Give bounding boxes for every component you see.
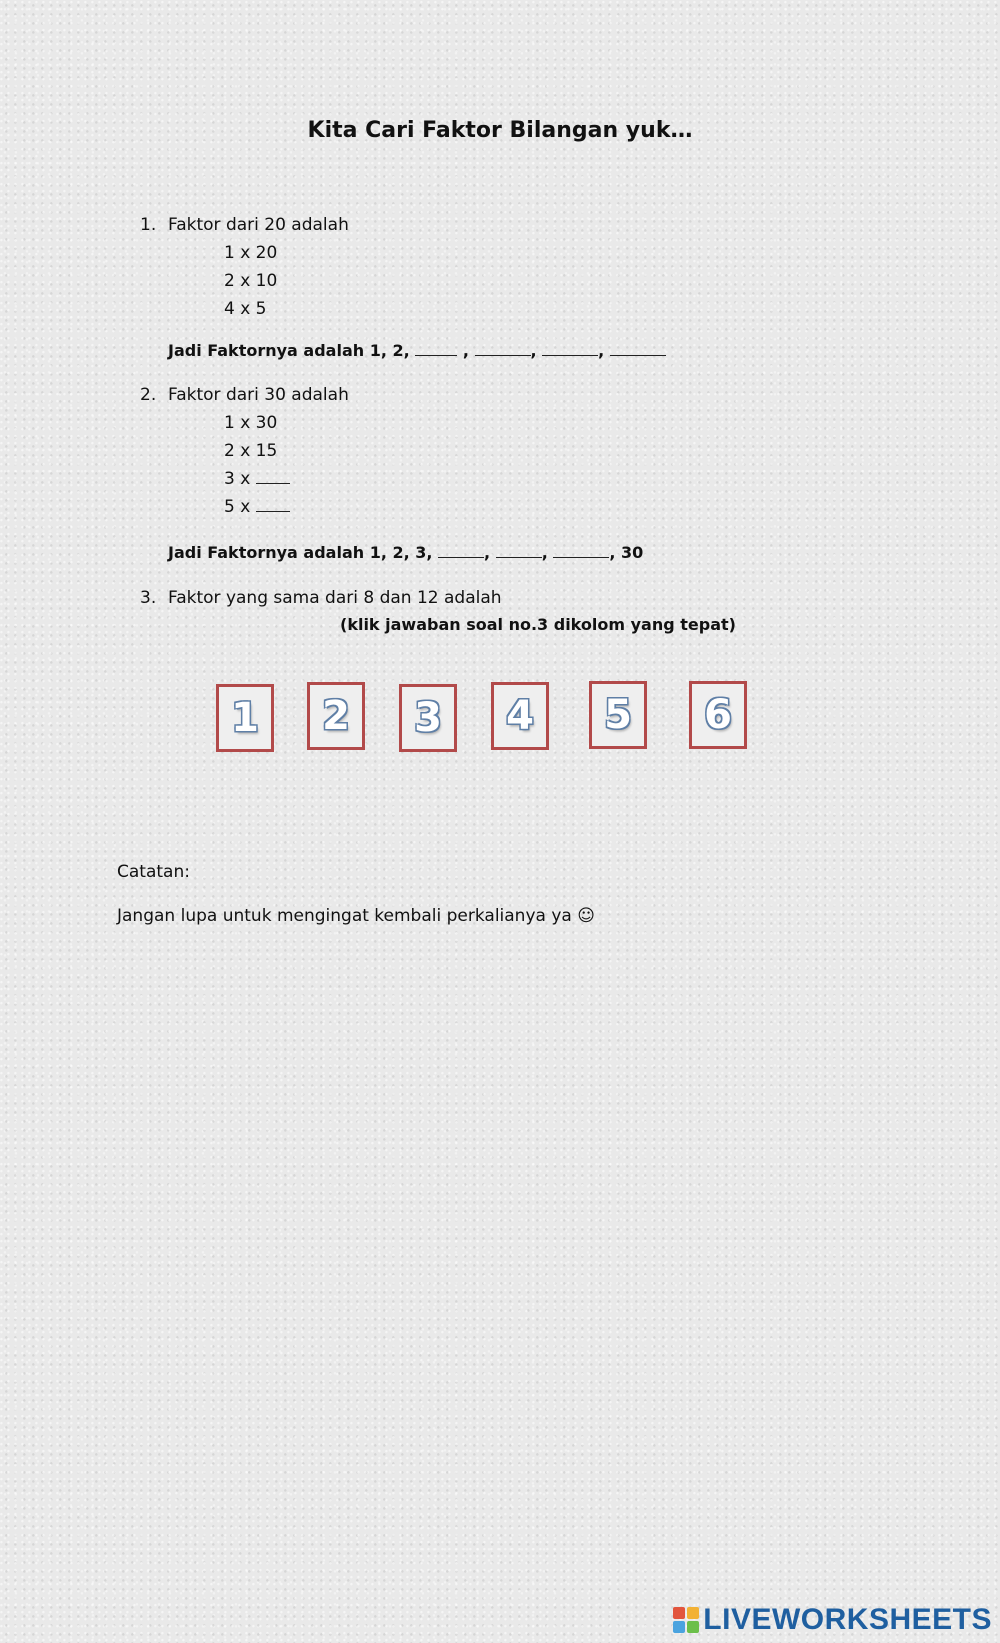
q2-answer-prefix: Jadi Faktornya adalah 1, 2, 3, — [168, 543, 433, 562]
question-3-number: 3. — [140, 588, 157, 608]
q2-line-4-text: 5 x — [224, 497, 251, 517]
q3-instruction: (klik jawaban soal no.3 dikolom yang tepat) — [340, 615, 736, 634]
option-3-label: 3 — [414, 695, 442, 741]
option-4-label: 4 — [506, 693, 534, 739]
q2-line-1: 1 x 30 — [224, 413, 278, 433]
q1-blank-2[interactable] — [475, 341, 531, 356]
option-box-4[interactable] — [491, 682, 549, 750]
option-5-label: 5 — [604, 692, 632, 738]
question-3 — [140, 588, 502, 608]
option-1-label: 1 — [231, 695, 259, 741]
q2-line-2: 2 x 15 — [224, 441, 278, 461]
q2-blank-5x[interactable] — [256, 497, 290, 512]
q2-line-3-text: 3 x — [224, 469, 251, 489]
question-2 — [140, 385, 349, 405]
q1-answer-prefix: Jadi Faktornya adalah 1, 2, — [168, 341, 410, 360]
q2-line-3 — [224, 469, 290, 489]
q2-line-4 — [224, 497, 290, 517]
option-2-label: 2 — [322, 693, 350, 739]
q1-line-3: 4 x 5 — [224, 299, 267, 319]
question-1-prompt: Faktor dari 20 adalah — [168, 215, 349, 235]
question-3-prompt: Faktor yang sama dari 8 dan 12 adalah — [168, 588, 502, 608]
option-box-6[interactable] — [689, 681, 747, 749]
question-2-prompt: Faktor dari 30 adalah — [168, 385, 349, 405]
logo-grid-icon — [673, 1607, 699, 1633]
option-box-5[interactable] — [589, 681, 647, 749]
liveworksheets-logo — [673, 1603, 992, 1637]
q1-line-2: 2 x 10 — [224, 271, 278, 291]
notes-text: Jangan lupa untuk mengingat kembali perkalianya ya ☺ — [117, 906, 595, 926]
q2-answer-line: Jadi Faktornya adalah 1, 2, 3, , , , 30 — [168, 543, 644, 562]
question-1-number: 1. — [140, 215, 157, 235]
q1-blank-3[interactable] — [542, 341, 598, 356]
option-box-2[interactable] — [307, 682, 365, 750]
q1-blank-4[interactable] — [610, 341, 666, 356]
option-box-3[interactable] — [399, 684, 457, 752]
watermark-text: LIVEWORKSHEETS — [703, 1603, 992, 1636]
option-box-1[interactable] — [216, 684, 274, 752]
q1-answer-line: Jadi Faktornya adalah 1, 2, , , , — [168, 341, 666, 360]
q2-blank-3x[interactable] — [256, 469, 290, 484]
q2-blank-3[interactable] — [553, 543, 609, 558]
question-2-number: 2. — [140, 385, 157, 405]
question-1 — [140, 215, 349, 235]
q1-line-1: 1 x 20 — [224, 243, 278, 263]
q2-answer-suffix: 30 — [621, 543, 644, 562]
q2-blank-1[interactable] — [438, 543, 484, 558]
page-title: Kita Cari Faktor Bilangan yuk… — [307, 118, 693, 143]
q1-blank-1[interactable] — [415, 341, 457, 356]
q2-blank-2[interactable] — [496, 543, 542, 558]
option-6-label: 6 — [704, 692, 732, 738]
notes-label: Catatan: — [117, 862, 190, 882]
